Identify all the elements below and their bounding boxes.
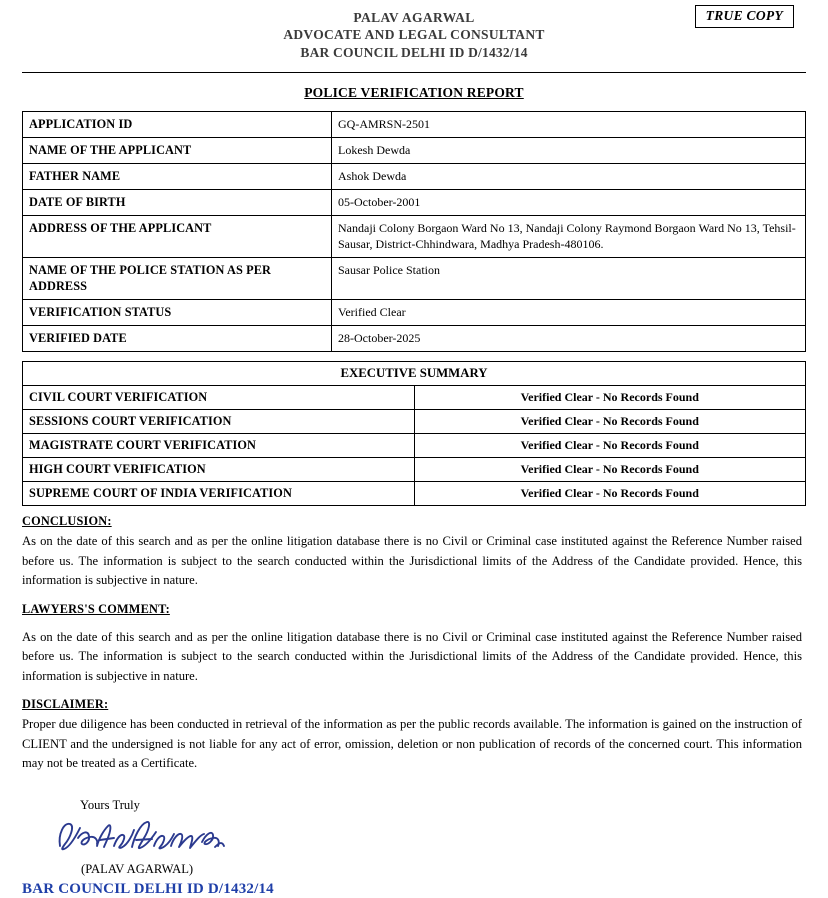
advocate-bar-id: BAR COUNCIL DELHI ID D/1432/14: [300, 45, 528, 60]
row-label: FATHER NAME: [23, 164, 332, 190]
row-label: NAME OF THE APPLICANT: [23, 138, 332, 164]
row-value: Verified Clear - No Records Found: [414, 410, 806, 434]
table-row: [23, 216, 806, 258]
conclusion-body: As on the date of this search and as per the online litigation database there is no Civil or Criminal case instituted against the Reference Number raised before us. The information is subject to the search conducted within the Jurisdictional limits of the Address of the Candidate provided. Hence, this information is subjective in nature.: [22, 534, 802, 587]
row-value: Sausar Police Station: [332, 258, 806, 300]
table-row: [23, 434, 806, 458]
row-label: NAME OF THE POLICE STATION AS PER ADDRESS: [23, 258, 332, 300]
row-label: ADDRESS OF THE APPLICANT: [23, 216, 332, 258]
table-row: [23, 410, 806, 434]
table-header-row: [23, 362, 806, 386]
table-row: [23, 386, 806, 410]
executive-summary-section: [22, 361, 806, 506]
table-row: [23, 190, 806, 216]
lawyers-comment-body: As on the date of this search and as per the online litigation database there is no Civil or Criminal case instituted against the Reference Number raised before us. The information is subject to the search conducted within the Jurisdictional limits of the Address of the Candidate provided. Hence, this information is subjective in nature.: [22, 629, 802, 683]
lawyers-comment-title: LAWYERS'S COMMENT:: [22, 601, 170, 616]
table-row: [23, 138, 806, 164]
disclaimer-title: DISCLAIMER:: [22, 697, 109, 711]
row-value: GQ-AMRSN-2501: [332, 112, 806, 138]
conclusion-section: [22, 514, 806, 591]
table-row: [23, 326, 806, 352]
executive-summary-heading: EXECUTIVE SUMMARY: [23, 362, 806, 386]
table-row: [23, 112, 806, 138]
row-value: Ashok Dewda: [332, 164, 806, 190]
table-row: [23, 258, 806, 300]
footer-bar-id: BAR COUNCIL DELHI ID D/1432/14: [22, 880, 274, 897]
row-label: VERIFIED DATE: [23, 326, 332, 352]
table-row: [23, 164, 806, 190]
signatory-name: (PALAV AGARWAL): [81, 861, 194, 876]
conclusion-title: CONCLUSION:: [22, 514, 112, 528]
row-value: 28-October-2025: [332, 326, 806, 352]
applicant-info-table: [22, 111, 806, 352]
row-label: APPLICATION ID: [23, 112, 332, 138]
advocate-name: PALAV AGARWAL: [353, 10, 475, 25]
row-label: SUPREME COURT OF INDIA VERIFICATION: [23, 482, 415, 506]
disclaimer-body: Proper due diligence has been conducted in retrieval of the information as per the public records available. The information is gained on the instruction of CLIENT and the undersigned is not liable for any act of error, omission, deletion or non publication of records of the concerned court. This information may not be treated as a Certificate.: [22, 717, 802, 770]
salutation: Yours Truly: [80, 797, 140, 812]
row-label: CIVIL COURT VERIFICATION: [23, 386, 415, 410]
row-value: 05-October-2001: [332, 190, 806, 216]
row-value: Nandaji Colony Borgaon Ward No 13, Nandaji Colony Raymond Borgaon Ward No 13, Tehsil-Sausar, District-Chhindwara, Madhya Pradesh-480106.: [332, 216, 806, 258]
page-title: POLICE VERIFICATION REPORT: [304, 85, 524, 100]
row-value: Lokesh Dewda: [332, 138, 806, 164]
row-value: Verified Clear - No Records Found: [414, 482, 806, 506]
row-value: Verified Clear - No Records Found: [414, 458, 806, 482]
advocate-designation: ADVOCATE AND LEGAL CONSULTANT: [283, 27, 545, 42]
table-row: [23, 458, 806, 482]
row-label: VERIFICATION STATUS: [23, 300, 332, 326]
row-label: MAGISTRATE COURT VERIFICATION: [23, 434, 415, 458]
row-label: HIGH COURT VERIFICATION: [23, 458, 415, 482]
row-value: Verified Clear: [332, 300, 806, 326]
letterhead: [22, 0, 806, 62]
row-label: SESSIONS COURT VERIFICATION: [23, 410, 415, 434]
true-copy-stamp: TRUE COPY: [695, 5, 794, 28]
row-value: Verified Clear - No Records Found: [414, 386, 806, 410]
disclaimer-section: [22, 697, 806, 774]
signature-image: [52, 816, 252, 860]
row-value: Verified Clear - No Records Found: [414, 434, 806, 458]
lawyers-comment-section: [22, 602, 806, 687]
table-row: [23, 482, 806, 506]
table-row: [23, 300, 806, 326]
signature-block: [22, 796, 806, 877]
row-label: DATE OF BIRTH: [23, 190, 332, 216]
header-divider: [22, 72, 806, 73]
executive-summary-table: [22, 361, 806, 506]
